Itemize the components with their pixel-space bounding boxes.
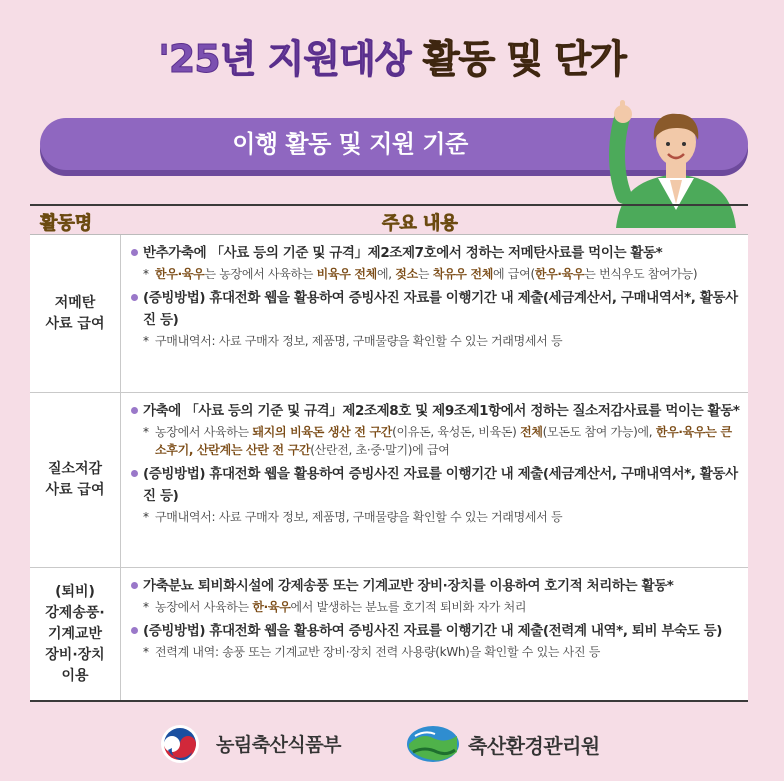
footnote: * 구매내역서: 사료 구매자 정보, 제품명, 구매물량을 확인할 수 있는 거래명세서 등 [129,332,740,350]
footnote: * 농장에서 사육하는 한·육우에서 발생하는 분뇨를 호기적 퇴비화 자가 처리 [129,598,740,616]
evidence-bullet: (증빙방법) 휴대전화 웹을 활용하여 증빙사진 자료를 이행기간 내 제출(전력계 내역*, 퇴비 부숙도 등) [129,620,740,642]
footnote: * 전력계 내역: 송풍 또는 기계교반 장비·장치 전력 사용량(kWh)을 확인할 수 있는 사진 등 [129,643,740,661]
footnote: * 농장에서 사육하는 돼지의 비육돈 생산 전 구간(이유돈, 육성돈, 비육돈) 전체(모돈도 참여 가능)에, 한우·육우는 큰소후기, 산란계는 산란 전 구간(산란전, 초·중·말기)에 급여 [129,423,740,459]
evidence-bullet: (증빙방법) 휴대전화 웹을 활용하여 증빙사진 자료를 이행기간 내 제출(세금계산서, 구매내역서*, 활동사진 등) [129,287,740,331]
footer [0,718,784,768]
ekepa-logo [405,722,461,764]
title-highlight: '25년 지원대상 [158,37,411,81]
subtitle-text: 이행 활동 및 지원 기준 [232,130,468,158]
activity-content [121,568,748,700]
table-header [30,204,748,236]
footnote: * 구매내역서: 사료 구매자 정보, 제품명, 구매물량을 확인할 수 있는 거래명세서 등 [129,508,740,526]
page-title [0,28,784,83]
activity-name: 저메탄 사료 급여 [30,235,121,392]
header-content: 주요 내용 [382,213,458,234]
korea-government-logo [160,724,200,764]
table-row [30,235,748,393]
activity-table [30,234,748,702]
institute-name: 축산환경관리원 [468,734,600,758]
footnote: * 한우·육우는 농장에서 사육하는 비육우 전체에, 젖소는 착유우 전체에 급여(한우·육우는 번식우도 참여가능) [129,265,740,283]
activity-name: (퇴비) 강제송풍· 기계교반 장비·장치 이용 [30,568,121,700]
activity-name: 질소저감 사료 급여 [30,393,121,567]
evidence-bullet: (증빙방법) 휴대전화 웹을 활용하여 증빙사진 자료를 이행기간 내 제출(세금계산서, 구매내역서*, 활동사진 등) [129,463,740,507]
ministry-name: 농림축산식품부 [216,734,341,756]
header-activity: 활동명 [40,213,93,234]
main-bullet: 반추가축에 「사료 등의 기준 및 규격」제2조제7호에서 정하는 저메탄사료를 먹이는 활동* [129,242,740,264]
table-row [30,393,748,568]
title-rest: 활동 및 단가 [422,37,626,81]
main-bullet: 가축분뇨 퇴비화시설에 강제송풍 또는 기계교반 장비·장치를 이용하여 호기적 처리하는 활동* [129,575,740,597]
activity-content [121,235,748,392]
table-row [30,568,748,700]
main-bullet: 가축에 「사료 등의 기준 및 규격」제2조제8호 및 제9조제1항에서 정하는 질소저감사료를 먹이는 활동* [129,400,740,422]
activity-content [121,393,748,567]
